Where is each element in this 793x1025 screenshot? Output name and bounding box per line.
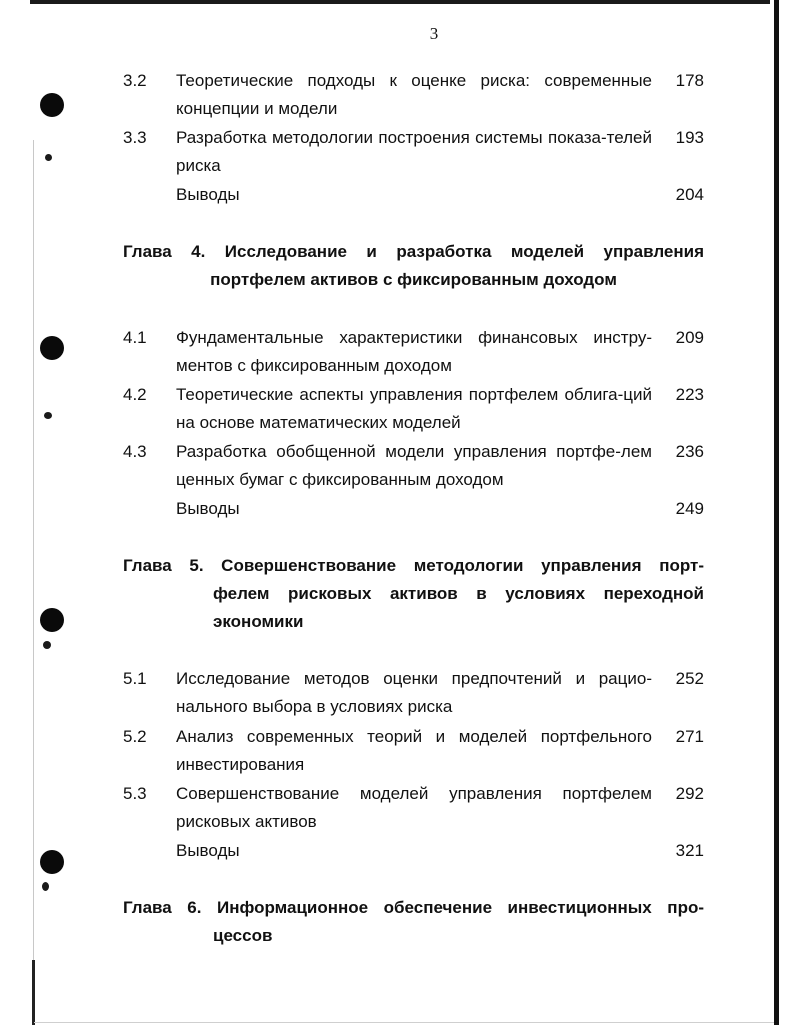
scan-speck — [42, 882, 49, 891]
punch-hole — [40, 608, 64, 632]
toc-entry-page: 271 — [675, 727, 704, 746]
chapter-heading-line: экономики — [213, 612, 304, 631]
scan-bottom-edge — [34, 1022, 774, 1023]
toc-entry-page: 236 — [675, 442, 704, 461]
chapter-heading-line: Глава 4. Исследование и разработка моделей управления — [123, 242, 704, 261]
punch-hole — [40, 850, 64, 874]
chapter-heading — [123, 552, 704, 636]
chapter-heading-line: Глава 5. Совершенствование методологии управления порт- — [123, 556, 704, 575]
toc-entry-title: Разработка методологии построения системы показа-телей риска — [176, 128, 652, 175]
toc-entry-number: 5.1 — [123, 669, 147, 688]
chapter-heading — [123, 894, 704, 950]
toc-entry-page: 321 — [675, 841, 704, 860]
toc-entry-page: 249 — [675, 499, 704, 518]
punch-hole — [40, 336, 64, 360]
toc-entry-title: Выводы — [176, 185, 240, 204]
toc-entry-title: Теоретические аспекты управления портфелем облига-ций на основе математических моделей — [176, 385, 652, 432]
toc-entry-page: 252 — [675, 669, 704, 688]
chapter-heading-line: фелем рисковых активов в условиях переходной — [213, 584, 704, 603]
toc-entry-title: Теоретические подходы к оценке риска: современные концепции и модели — [176, 71, 652, 118]
toc-entry-number: 3.3 — [123, 128, 147, 147]
toc-entry-number: 5.3 — [123, 784, 147, 803]
toc-entry-title: Разработка обобщенной модели управления портфе-лем ценных бумаг с фиксированным доходом — [176, 442, 652, 489]
toc-entry-number: 4.3 — [123, 442, 147, 461]
toc-entry-page: 178 — [675, 71, 704, 90]
toc-entry-title: Совершенствование моделей управления портфелем рисковых активов — [176, 784, 652, 831]
chapter-heading-line: портфелем активов с фиксированным доходом — [210, 270, 617, 289]
toc-entry-title: Фундаментальные характеристики финансовых инстру-ментов с фиксированным доходом — [176, 328, 652, 375]
toc-entry-number: 3.2 — [123, 71, 147, 90]
scan-speck — [43, 641, 51, 649]
toc-entry-page: 209 — [675, 328, 704, 347]
scan-left-edge-dark — [32, 960, 35, 1025]
chapter-heading — [123, 238, 704, 294]
chapter-heading-line: Глава 6. Информационное обеспечение инвестиционных про- — [123, 898, 704, 917]
toc-entry-number: 4.2 — [123, 385, 147, 404]
chapter-heading-line: цессов — [213, 926, 273, 945]
toc-entry-page: 292 — [675, 784, 704, 803]
scan-top-edge — [30, 0, 770, 4]
scan-speck — [44, 412, 52, 419]
toc-entry-page: 204 — [675, 185, 704, 204]
scan-right-edge — [774, 0, 779, 1025]
toc-entry-title: Анализ современных теорий и моделей портфельного инвестирования — [176, 727, 652, 774]
toc-entry-page: 193 — [675, 128, 704, 147]
scan-speck — [45, 154, 52, 161]
toc-entry-number: 5.2 — [123, 727, 147, 746]
punch-hole — [40, 93, 64, 117]
scan-left-edge — [33, 140, 34, 1025]
toc-entry-page: 223 — [675, 385, 704, 404]
toc-entry-title: Исследование методов оценки предпочтений и рацио-нального выбора в условиях риска — [176, 669, 652, 716]
toc-entry-title: Выводы — [176, 841, 240, 860]
toc-entry-title: Выводы — [176, 499, 240, 518]
toc-entry-number: 4.1 — [123, 328, 147, 347]
page-number: 3 — [429, 24, 439, 43]
